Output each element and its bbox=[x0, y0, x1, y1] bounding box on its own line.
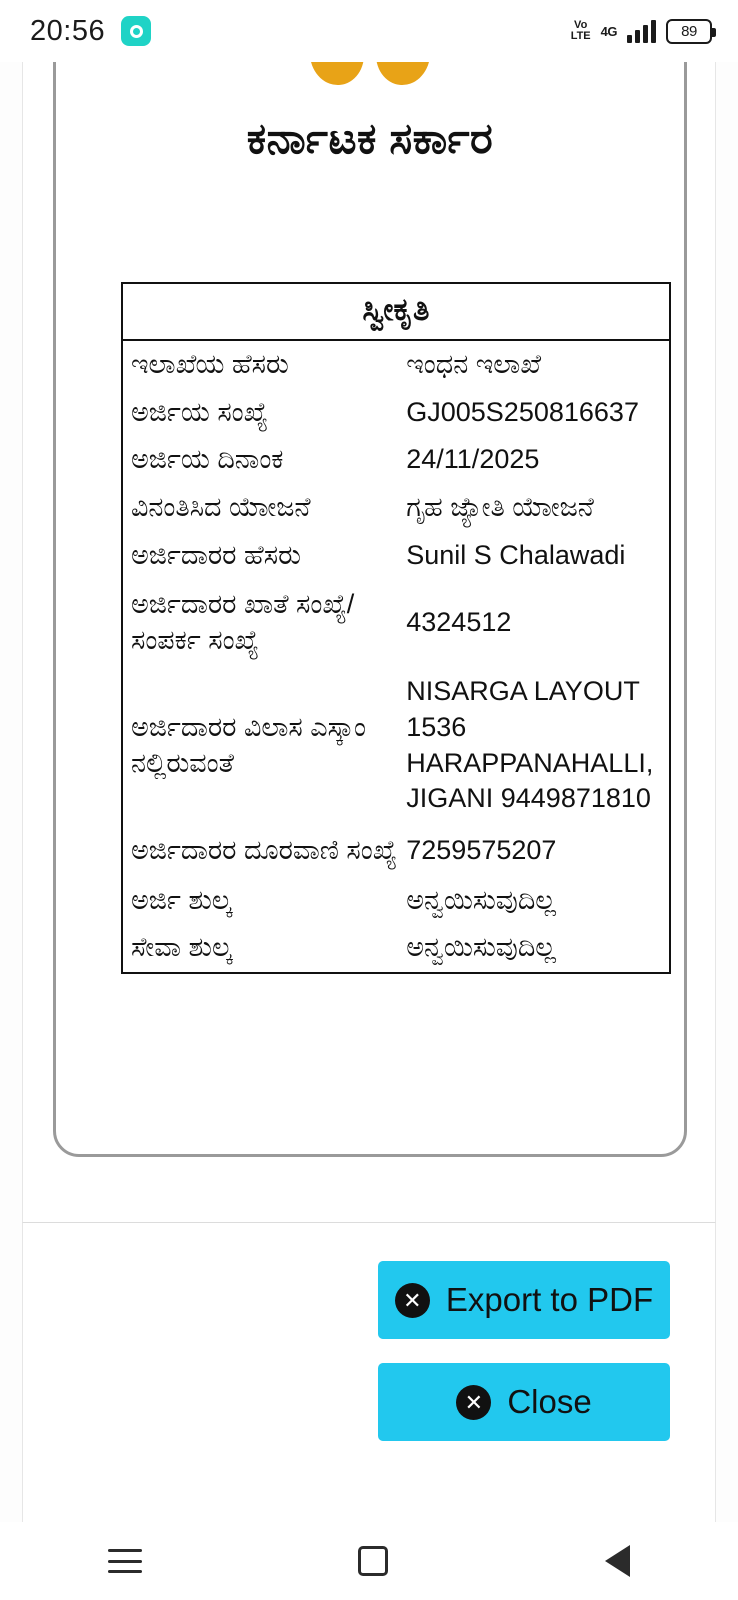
emblem-wing-right bbox=[373, 62, 431, 88]
document-scroll-area[interactable] bbox=[22, 62, 716, 1222]
table-row bbox=[123, 877, 669, 925]
row-label: ಇಲಾಖೆಯ ಹೆಸರು bbox=[131, 349, 289, 379]
close-circle-icon: ✕ bbox=[456, 1385, 491, 1420]
table-row bbox=[123, 532, 669, 580]
row-label: ಅರ್ಜಿದಾರರ ದೂರವಾಣಿ ಸಂಖ್ಯೆ bbox=[131, 834, 398, 865]
system-navigation-bar bbox=[0, 1522, 738, 1600]
row-label: ವಿನಂತಿಸಿದ ಯೆಾೕಜನೆ bbox=[131, 491, 311, 522]
page-title: ಕರ್ನಾಟಕ ಸರ್ಕಾರ bbox=[246, 115, 494, 163]
action-bar bbox=[22, 1222, 716, 1522]
row-label: ಅರ್ಜಿಯ ಸಂಖ್ಯೆ bbox=[131, 396, 269, 427]
row-value: 24/11/2025 bbox=[406, 444, 540, 475]
row-label: ಅರ್ಜಿದಾರರ ಹೆಸರು bbox=[131, 539, 301, 570]
row-value: ಗೃಹ ಜ್ಯೆಾೕತಿ ಯೆಾೕಜನೆ bbox=[406, 491, 594, 522]
row-value: 4324512 bbox=[406, 606, 512, 637]
app-page bbox=[0, 62, 738, 1600]
volte-icon bbox=[571, 20, 591, 42]
signal-bars-icon bbox=[627, 19, 656, 43]
row-value: ಇಂಧನ ಇಲಾಖೆ bbox=[406, 349, 542, 379]
status-bar-left bbox=[30, 15, 151, 48]
close-circle-icon: ✕ bbox=[395, 1283, 430, 1318]
row-value: 7259575207 bbox=[406, 834, 557, 865]
table-row bbox=[123, 389, 669, 437]
status-clock: 20:56 bbox=[30, 14, 106, 47]
camera-icon bbox=[121, 16, 151, 46]
home-icon[interactable] bbox=[358, 1546, 388, 1576]
table-row bbox=[123, 825, 669, 877]
row-value: ಅನ್ವಯಿಸುವುದಿಲ್ಲ bbox=[406, 884, 556, 915]
row-value: NISARGA LAYOUT 1536 HARAPPANAHALLI, JIGANI 9449871810 bbox=[406, 676, 654, 814]
table-row bbox=[123, 666, 669, 825]
table-row bbox=[123, 436, 669, 484]
camera-icon-inner bbox=[130, 25, 143, 38]
row-value: GJ005S250816637 bbox=[406, 396, 639, 427]
volte-label-top: Vo bbox=[574, 19, 588, 31]
table-row bbox=[123, 579, 669, 666]
status-bar bbox=[0, 0, 738, 62]
karnataka-emblem-icon bbox=[56, 62, 684, 113]
close-label: Close bbox=[507, 1383, 592, 1420]
details-table bbox=[123, 341, 669, 972]
network-type-label: 4G bbox=[600, 23, 617, 39]
row-label: ಸೇವಾ ಶುಲ್ಕ bbox=[131, 932, 233, 963]
row-label: ಅರ್ಜಿ ಶುಲ್ಕ bbox=[131, 884, 232, 915]
status-bar-right bbox=[571, 19, 712, 44]
row-value: Sunil S Chalawadi bbox=[406, 539, 626, 570]
row-value: ಅನ್ವಯಿಸುವುದಿಲ್ಲ bbox=[406, 932, 556, 963]
battery-icon bbox=[666, 19, 712, 44]
battery-percent-label: 89 bbox=[681, 22, 697, 40]
table-title: ಸ್ವೀಕೃತಿ bbox=[123, 284, 669, 341]
recent-apps-icon[interactable] bbox=[108, 1549, 142, 1573]
row-label: ಅರ್ಜಿಯ ದಿನಾಂಕ bbox=[131, 444, 284, 475]
table-row bbox=[123, 924, 669, 972]
table-row bbox=[123, 484, 669, 532]
export-to-pdf-label: Export to PDF bbox=[445, 1281, 654, 1318]
close-button[interactable] bbox=[378, 1363, 670, 1441]
row-label: ಅರ್ಜಿದಾರರ ವಿಲಾಸ ಎಸ್ಕಾಂ ನಲ್ಲಿರುವಂತೆ bbox=[131, 712, 366, 778]
export-to-pdf-button[interactable] bbox=[378, 1261, 670, 1339]
table-row bbox=[123, 341, 669, 389]
acknowledgement-table bbox=[121, 282, 671, 974]
volte-label-bottom: LTE bbox=[570, 30, 591, 42]
acknowledgement-card bbox=[53, 62, 687, 1157]
row-label: ಅರ್ಜಿದಾರರ ಖಾತೆ ಸಂಖ್ಯೆ/ ಸಂಪರ್ಕ ಸಂಖ್ಯೆ bbox=[131, 589, 355, 655]
emblem-wing-left bbox=[309, 62, 367, 88]
back-icon[interactable] bbox=[605, 1545, 630, 1577]
